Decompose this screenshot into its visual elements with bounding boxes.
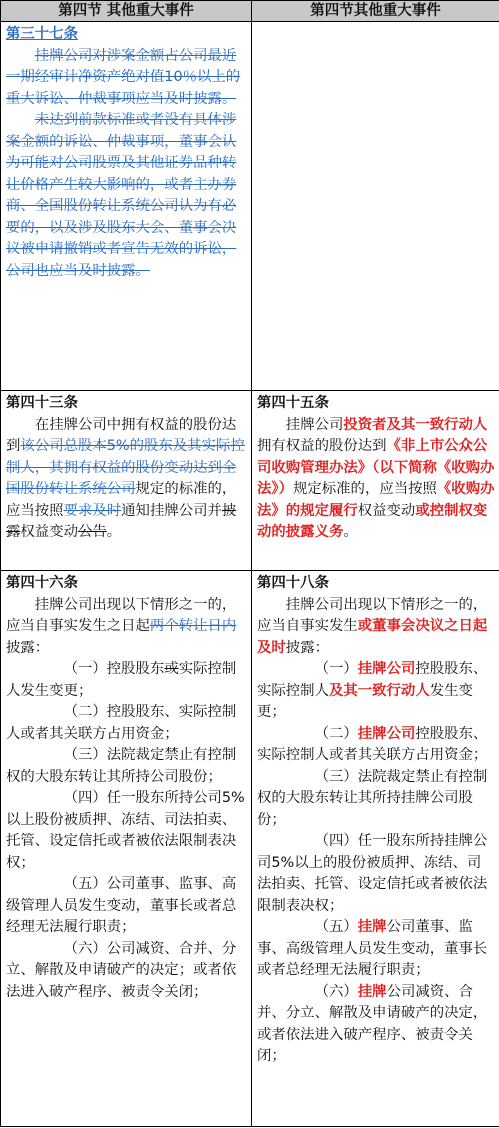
list-item: （四）任一股东所持公司5%以上股份被质押、冻结、司法拍卖、托管、设定信托或者被依法限制表决权； (6, 790, 245, 871)
header-row (1, 1, 499, 22)
text: 挂牌公司出现以下情形之一的，应当自事实发生之日起 (6, 596, 237, 634)
row-article-43-45 (1, 391, 499, 571)
deleted-text: 或 (164, 661, 179, 677)
text: （五） (314, 919, 358, 935)
cell-article-48 (252, 571, 499, 1127)
text: 控股股东、实际控制人 (257, 661, 488, 699)
text: 挂牌公司 (285, 416, 344, 433)
text: 规定的标准的，应当按照 (6, 481, 237, 519)
text: 通知挂牌公司并 (121, 502, 222, 519)
list-item (6, 659, 247, 702)
text: 权益变动 (357, 502, 416, 519)
deleted-text: 两个转让日内 (149, 618, 237, 634)
paragraph (6, 595, 247, 660)
text: 权益变动 (20, 524, 78, 540)
row-article-37 (1, 22, 499, 391)
list-item: （三）法院裁定禁止有控制权的大股东转让其所持公司股份； (6, 747, 237, 785)
added-text: 投资者及其一致行动人 (343, 416, 488, 433)
list-item: （五）公司董事、监事、高级管理人员发生变动，董事长或者总经理无法履行职责； (6, 876, 237, 935)
added-text: 挂牌 (357, 919, 387, 935)
text: 公司董事、监事、高级管理人员发生变动，董事长或者总经理无法履行职责； (257, 919, 488, 978)
article-title: 第三十七条 (6, 26, 78, 42)
article-title: 第四十八条 (257, 575, 329, 591)
cell-article-43 (1, 391, 252, 571)
paragraph: 未达到前款标准或者没有具体涉案金额的诉讼、仲裁事项，董事会认为可能对公司股票及其他证券品种转让价格产生较大影响的，或者主办券商、全国股份转让系统公司认为有必要的，以及涉及股东大会、董事会决议被申请撤销或者宣告无效的诉讼，公司也应当及时披露。 (6, 112, 237, 279)
paragraph (257, 595, 495, 660)
cell-empty (252, 22, 499, 391)
text: 控股股东、实际控制人或者其关联方占用资金； (257, 725, 488, 763)
text: 发生变更； (257, 682, 473, 720)
list-item (257, 917, 495, 982)
text: （一）控股股东 (63, 661, 165, 677)
article-title: 第四十五条 (257, 395, 329, 411)
text: （二） (314, 725, 358, 742)
added-text: 挂牌公司 (357, 661, 416, 677)
text: 拥有权益的股份达到 (257, 438, 387, 454)
text: （六） (314, 983, 358, 1000)
list-item (257, 982, 495, 1068)
paragraph (6, 415, 247, 544)
deleted-text: 披露 (6, 502, 237, 540)
header-left: 第四节 其他重大事件 (1, 1, 252, 22)
deleted-text: 公告 (77, 524, 107, 540)
text: 在挂牌公司中拥有权益的股份达到 (6, 416, 237, 454)
added-text: 挂牌公司 (357, 725, 416, 742)
text: 。 (106, 524, 122, 540)
added-text: 挂牌 (357, 983, 387, 1000)
list-item: （二）控股股东、实际控制人或者其关联方占用资金； (6, 704, 237, 742)
added-text: 《非上市公众公司收购管理办法》（以下简称《收购办法》） (257, 438, 495, 497)
list-item (257, 659, 495, 724)
text: 规定标准的，应当按照 (292, 481, 437, 497)
text: 披露： (6, 639, 50, 656)
header-right: 第四节其他重大事件 (252, 1, 499, 22)
text: 披露： (285, 639, 329, 656)
list-item: （六）公司减资、合并、分立、解散及申请破产的决定；或者依法进入破产程序、被责令关闭； (6, 940, 237, 1000)
paragraph (257, 415, 495, 544)
added-text: 或控制权变动的披露义务 (257, 502, 488, 540)
added-text: 《收购办法》的规定履行 (257, 481, 495, 519)
article-title: 第四十三条 (6, 395, 78, 411)
cell-article-37 (1, 22, 252, 391)
list-item (257, 724, 495, 767)
article-title: 第四十六条 (6, 575, 78, 591)
list-item: （四）任一股东所持挂牌公司5%以上的股份被质押、冻结、司法拍卖、托管、设定信托或者被依法限制表决权； (257, 833, 488, 914)
deleted-text: 要求及时 (63, 502, 122, 519)
deleted-text: 该公司总股本5%的股东及其实际控制人，其拥有权益的股份变动达到全国股份转让系统公司 (6, 438, 245, 497)
added-text: 或董事会决议之日起及时 (257, 618, 488, 656)
text: 挂牌公司出现以下情形之一的，应当自事实发生 (257, 596, 488, 634)
list-item: （三）法院裁定禁止有控制权的大股东转让其所持挂牌公司股份； (257, 768, 488, 828)
added-text: 及其一致行动人 (328, 682, 430, 699)
text: （一） (314, 661, 358, 677)
text: 公司减资、合并、分立、解散及申请破产的决定，或者依法进入破产程序、被责令关闭； (257, 983, 488, 1064)
row-article-46-48 (1, 571, 499, 1127)
paragraph: 挂牌公司对涉案金额占公司最近一期经审计净资产绝对值10％以上的重大诉讼、仲裁事项应当及时披露。 (6, 47, 241, 107)
text: 。 (343, 524, 358, 540)
cell-article-46 (1, 571, 252, 1127)
text: 实际控制人发生变更； (6, 661, 237, 699)
cell-article-45 (252, 391, 499, 571)
